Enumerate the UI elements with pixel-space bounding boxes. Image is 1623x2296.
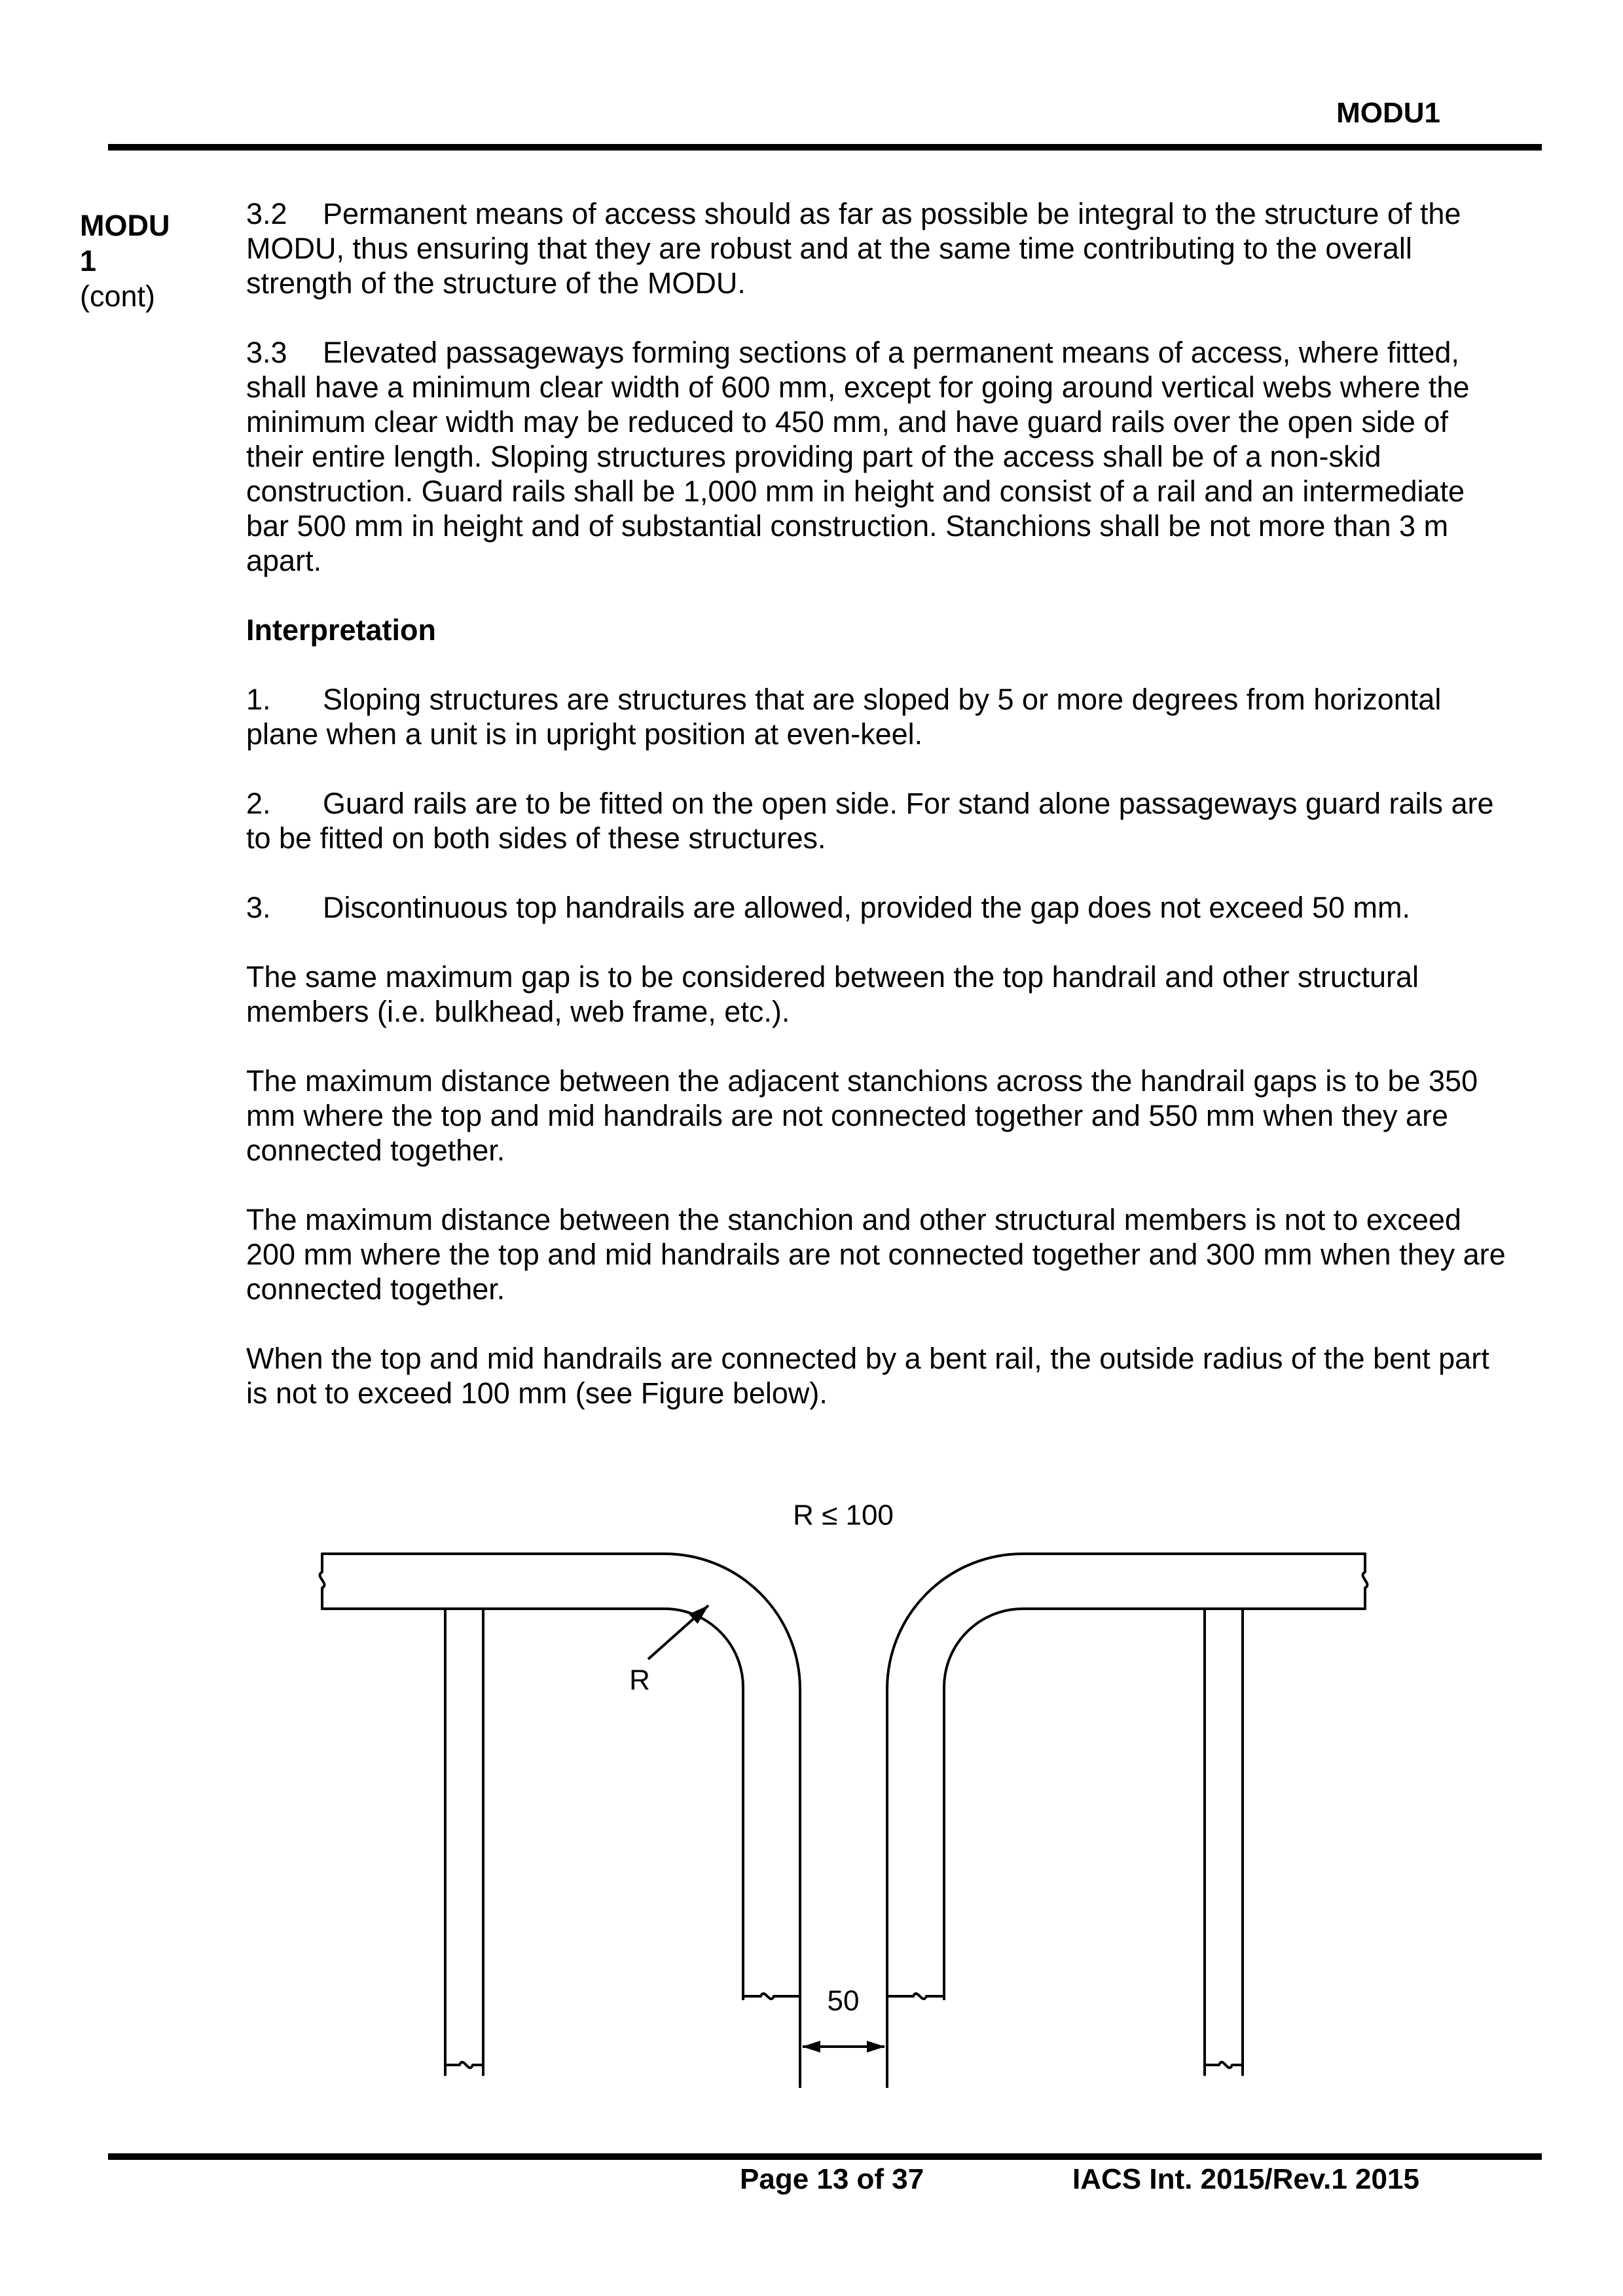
item-number: 1.: [246, 683, 271, 716]
handrail-gap-figure: [308, 1499, 1395, 2088]
right-rail-inner-line: [944, 1609, 1365, 2088]
left-stanchion: [445, 1609, 483, 2075]
left-rail-outer-line: [322, 1554, 800, 2088]
radius-arrow: [648, 1605, 708, 1659]
interpretation-item-2: [246, 786, 1510, 855]
page-number: Page 13 of 37: [740, 2163, 924, 2195]
paragraph-structural-members: The maximum distance between the stanchion and other structural members is not to exceed 200 mm where the top and mid handrails are not connected together and 300 mm when they are connected together.: [246, 1203, 1506, 1306]
paragraph-3-2: [246, 196, 1510, 300]
paragraph-stanchion-gaps: The maximum distance between the adjacent stanchions across the handrail gaps is to be 350 mm where the top and mid handrails are not connected together and 550 mm when they are connected together.: [246, 1064, 1478, 1167]
sidebar-cont: (cont): [80, 279, 156, 313]
document-code: MODU1: [1336, 97, 1440, 129]
main-body: [246, 196, 1510, 1445]
sidebar-number: 1: [80, 244, 97, 278]
radius-limit-label: R ≤ 100: [793, 1499, 894, 1532]
left-rail-inner-line: [322, 1609, 743, 2088]
interpretation-heading: Interpretation: [246, 613, 437, 647]
gap-label: 50: [827, 1984, 860, 2017]
right-rail-end: [1363, 1554, 1368, 1609]
item-number: 3.: [246, 891, 271, 924]
sidebar-title: MODU: [80, 209, 170, 242]
paragraph-bent-rail: When the top and mid handrails are connected by a bent rail, the outside radius of the bent part is not to exceed 100 mm (see Figure below).: [246, 1342, 1489, 1410]
handrail-diagram: [308, 1499, 1395, 2088]
paragraph-text: Permanent means of access should as far as possible be integral to the structure of the MODU, thus ensuring that they are robust and at the same time contributing to the overall strength of the structure of the MODU.: [246, 197, 1461, 300]
sidebar-label: [80, 208, 178, 314]
radius-label: R: [629, 1664, 650, 1696]
left-rail-end: [320, 1554, 325, 1609]
right-rail-outer-line: [887, 1554, 1365, 2088]
interpretation-item-3: [246, 890, 1510, 925]
header-rule: [108, 144, 1542, 151]
item-text: Sloping structures are structures that are sloped by 5 or more degrees from horizontal plane when a unit is in upright position at even-keel.: [246, 683, 1442, 751]
footer-rule: [108, 2153, 1542, 2160]
paragraph-3-3: [246, 335, 1510, 578]
paragraph-number: 3.3: [246, 336, 287, 369]
paragraph-same-gap: The same maximum gap is to be considered between the top handrail and other structural members (i.e. bulkhead, web frame, etc.).: [246, 960, 1419, 1028]
right-stanchion: [1205, 1609, 1243, 2075]
paragraph-number: 3.2: [246, 197, 287, 230]
interpretation-item-1: [246, 682, 1510, 751]
item-text: Guard rails are to be fitted on the open side. For stand alone passageways guard rails are to be fitted on both sides of these structures.: [246, 787, 1494, 855]
document-reference: IACS Int. 2015/Rev.1 2015: [1072, 2163, 1419, 2195]
item-number: 2.: [246, 787, 271, 820]
item-text: Discontinuous top handrails are allowed, provided the gap does not exceed 50 mm.: [323, 891, 1411, 924]
paragraph-text: Elevated passageways forming sections of a permanent means of access, where fitted, shall have a minimum clear width of 600 mm, except for going around vertical webs where the minimum clear width may be reduced to 450 mm, and have guard rails over the open side of their entire length. Sloping structures providing part of the access shall be of a non-skid construction. Guard rails shall be 1,000 mm in height and consist of a rail and an intermediate bar 500 mm in height and of substantial construction. Stanchions shall be not more than 3 m apart.: [246, 336, 1470, 577]
